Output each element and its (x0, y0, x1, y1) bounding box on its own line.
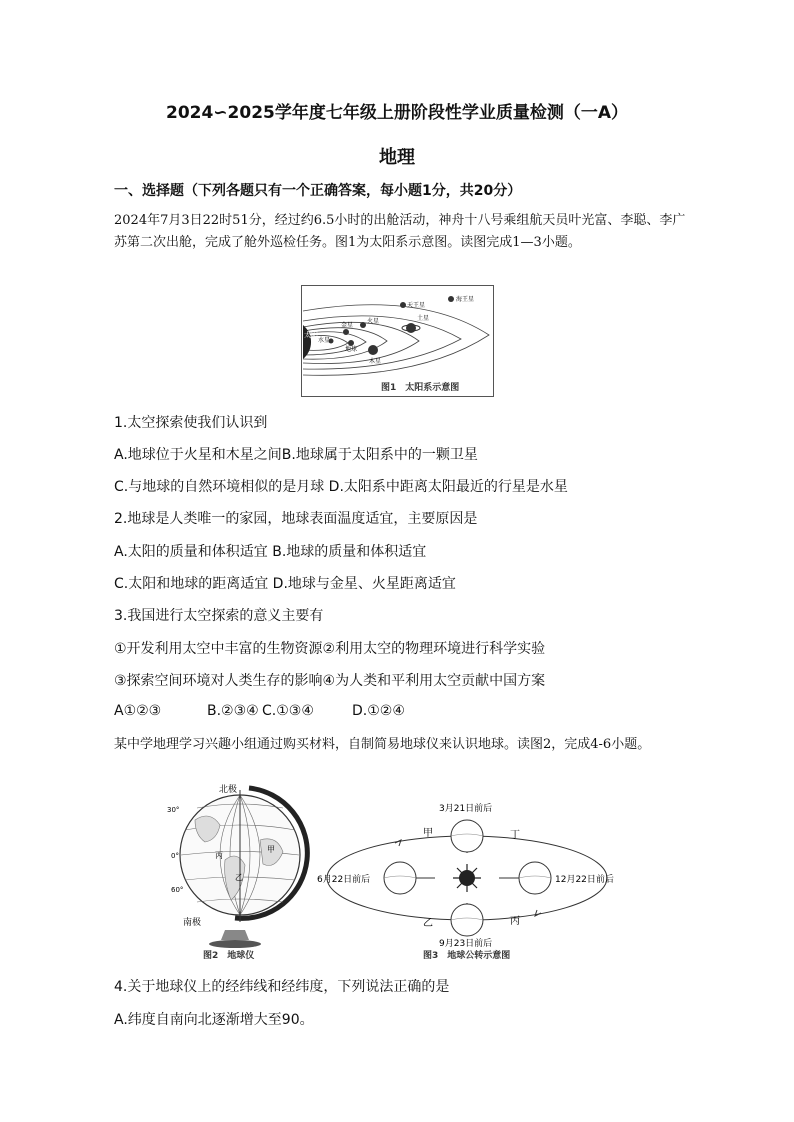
question-3-line-2: ③探索空间环境对人类生存的影响④为人类和平利用太空贡献中国方案 (114, 673, 546, 689)
svg-text:金星: 金星 (341, 322, 354, 329)
svg-text:丁: 丁 (510, 830, 520, 841)
svg-text:丙: 丙 (510, 916, 520, 927)
page-title: 2024∽2025学年度七年级上册阶段性学业质量检测（一A） (165, 103, 629, 123)
question-3-option-c: C.①③④ (262, 703, 314, 719)
subject-title: 地理 (379, 147, 415, 168)
intro-paragraph-2: 某中学地理学习兴趣小组通过购买材料，自制简易地球仪来认识地球。读图2，完成4-6小题。 (114, 737, 651, 752)
svg-text:海王星: 海王星 (456, 296, 475, 303)
svg-text:丙: 丙 (215, 851, 223, 860)
globe-figure (165, 780, 315, 960)
svg-text:30°: 30° (167, 806, 180, 814)
question-4-option-a: A.纬度自南向北逐渐增大至90。 (114, 1012, 314, 1028)
solar-system-figure (301, 285, 494, 397)
question-3-option-d: D.①②④ (352, 703, 405, 719)
question-1-stem: 1.太空探索使我们认识到 (114, 415, 268, 431)
question-3-option-b: B.②③④ (207, 703, 259, 719)
section-heading: 一、选择题（下列各题只有一个正确答案，每小题1分，共20分） (114, 183, 522, 199)
svg-text:火星: 火星 (367, 318, 380, 325)
figure1-caption: 图1 太阳系示意图 (381, 383, 460, 393)
figure2-caption: 图2 地球仪 (203, 951, 255, 960)
south-pole-label: 南极 (183, 918, 202, 928)
svg-text:甲: 甲 (423, 828, 433, 839)
question-2-stem: 2.地球是人类唯一的家园，地球表面温度适宜，主要原因是 (114, 511, 478, 527)
question-4-stem: 4.关于地球仪上的经纬线和经纬度，下列说法正确的是 (114, 979, 450, 995)
intro-paragraph-1: 2024年7月3日22时51分，经过约6.5小时的出舱活动，神舟十八号乘组航天员叶光富、李聪、李广苏第二次出舱，完成了舱外巡检任务。图1为太阳系示意图。读图完成1—3小题。 (114, 213, 686, 250)
question-3-stem: 3.我国进行太空探索的意义主要有 (114, 608, 324, 624)
figure3-caption: 图3 地球公转示意图 (423, 951, 511, 960)
svg-text:甲: 甲 (267, 845, 275, 854)
svg-text:水星: 水星 (318, 337, 331, 344)
question-3-option-a: A①②③ (114, 703, 162, 719)
svg-text:土星: 土星 (417, 315, 430, 322)
question-1-line-2: C.与地球的自然环境相似的是月球 D.太阳系中距离太阳最近的行星是水星 (114, 479, 568, 495)
svg-text:地球: 地球 (345, 346, 358, 353)
sun-label: 太阳 (304, 331, 318, 339)
svg-text:乙: 乙 (235, 873, 243, 882)
svg-text:木星: 木星 (369, 358, 382, 365)
svg-text:60°: 60° (171, 886, 184, 894)
question-1-line-1: A.地球位于火星和木星之间B.地球属于太阳系中的一颗卫星 (114, 447, 478, 463)
jun22-label: 6月22日前后 (317, 875, 371, 885)
question-2-line-1: A.太阳的质量和体积适宜 B.地球的质量和体积适宜 (114, 544, 427, 560)
north-pole-label: 北极 (219, 785, 238, 795)
svg-text:乙: 乙 (423, 918, 433, 929)
mar21-label: 3月21日前后 (439, 804, 493, 814)
question-3-line-1: ①开发利用太空中丰富的生物资源②利用太空的物理环境进行科学实验 (114, 641, 546, 657)
svg-text:0°: 0° (171, 852, 179, 860)
svg-text:天王星: 天王星 (407, 302, 426, 309)
revolution-figure (315, 798, 635, 960)
question-2-line-2: C.太阳和地球的距离适宜 D.地球与金星、火星距离适宜 (114, 576, 456, 592)
dec22-label: 12月22日前后 (555, 875, 614, 885)
sep23-label: 9月23日前后 (439, 939, 493, 949)
